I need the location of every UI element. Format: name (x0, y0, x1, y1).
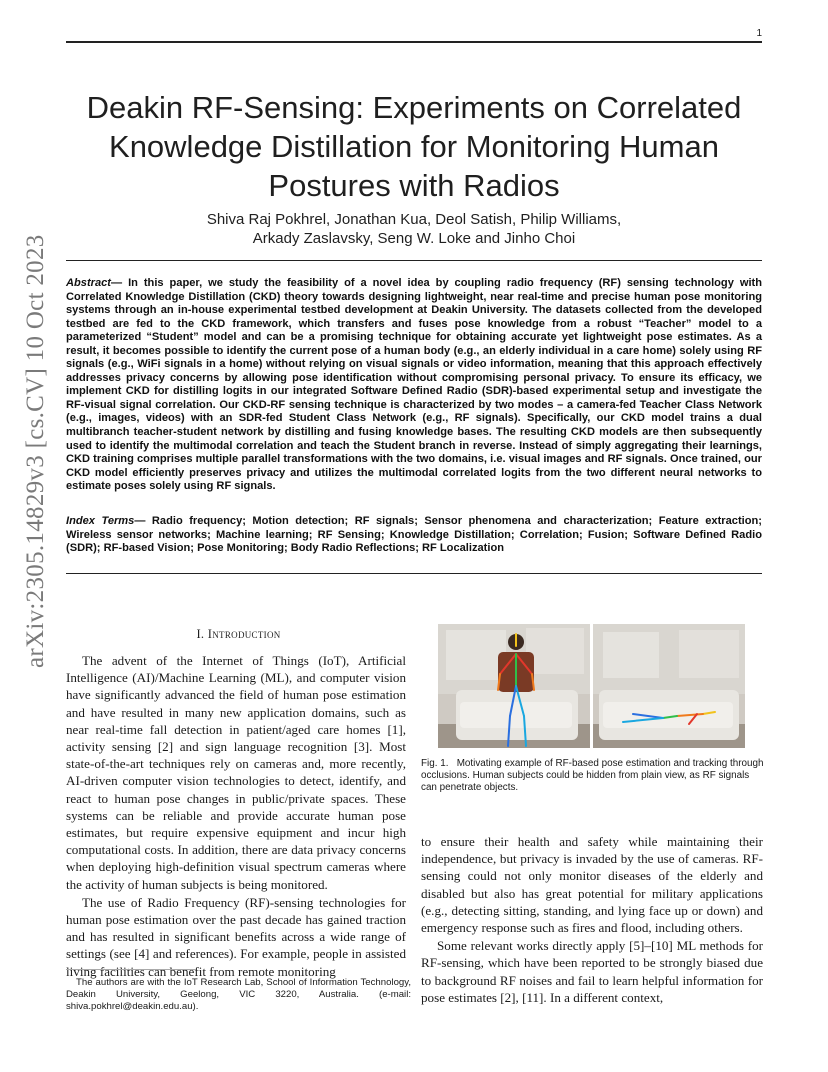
abstract-dash: — (111, 277, 129, 289)
title-rule (66, 260, 762, 261)
index-terms-text: Radio frequency; Motion detection; RF signals; Sensor phenomena and characterization; Feature extraction; Wireless sensor networks; Machine learning; RF Sensing; Knowledge Distillation; Correlation; Fusion; Software Defined Radio (SDR); RF-based Vision; Pose Monitoring; Body Radio Reflections; RF Localization (66, 515, 762, 555)
index-terms-dash: — (134, 515, 152, 527)
right-column-body (421, 833, 763, 1006)
author-list (120, 210, 708, 248)
affiliation-footnote (66, 977, 411, 1013)
paragraph: to ensure their health and safety while maintaining their independence, but privacy is invaded by the use of cameras. RF-sensing could not only monitor diseases of the elderly and disabled but also has great potential for military applications (e.g., detecting sitting, standing, and lying face up or down) and emergency response such as fires and flood, including others. (421, 834, 763, 936)
paper-title: Deakin RF-Sensing: Experiments on Correlated Knowledge Distillation for Monitoring Human Postures with Radios (86, 90, 742, 203)
index-terms (66, 515, 762, 556)
figure-panel-occluded-subject (593, 624, 745, 748)
page-number: 1 (756, 28, 762, 39)
left-column-body (66, 652, 406, 980)
footnote-text: The authors are with the IoT Research Lab, School of Information Technology, Deakin University, Geelong, VIC 3220, Australia. (e-mail: shiva.pokhrel@deakin.edu.au). (66, 977, 411, 1012)
abstract-text: In this paper, we study the feasibility of a novel idea by coupling radio frequency (RF) sensing technology with Correlated Knowledge Distillation (CKD) theory towards designing lightweight, near real-time and precise human pose monitoring systems through an in-house experimental testbed development at Deakin University. The datasets collected from the developed testbed are fed to the CKD framework, which transfers and fuses pose knowledge from a robust “Teacher” model to a parameterized “Student” model and can be a promising technique for obtaining accurate yet lightweight pose estimates. As a result, it becomes possible to identify the current pose of a human body (e.g., an elderly individual in a care home) solely using RF signals (e.g., WiFi signals in a home) without relying on visual signals or video information, meaning that this approach effectively addresses privacy concerns by allowing pose identification without compromising personal privacy. To ensure its efficacy, we implement CKD for distilling logits in our integrated Software Defined Radio (SDR)-based experimental setup and investigate the RF-visual signal correlation. Our CKD-RF sensing technique is characterized by two modes – a camera-fed Teacher Class Network (e.g., images, videos) with an SDR-fed Student Class Network (e.g., RF signals). Specifically, our CKD model trains a dual multibranch teacher-student network by distilling and fusing knowledge bases. The resulting CKD models are then subsequently used to identify the multimodal correlation and teach the Student branch in reverse. Instead of simply aggregating their learnings, CKD training comprises multiple parallel transformations with the two domains, i.e. visual images and RF signals. Once trained, our CKD model efficiently preserves privacy and utilizes the multimodal correlated logits from the two different neural networks to estimate poses solely using RF signals. (66, 277, 762, 493)
abstract (66, 277, 762, 494)
paragraph: Some relevant works directly apply [5]–[10] ML methods for RF-sensing, which have been reported to be strongly biased due to background RF noises and fail to learn helpful information for pose estimates [2], [11]. In a different context, (421, 938, 763, 1005)
authors-line-1: Shiva Raj Pokhrel, Jonathan Kua, Deol Satish, Philip Williams, (206, 211, 622, 228)
abstract-label: Abstract (66, 277, 112, 289)
section-number: I. (196, 627, 205, 641)
section-title: Introduction (207, 627, 281, 641)
abstract-rule (66, 573, 762, 574)
caption-text: Motivating example of RF-based pose estimation and tracking through occlusions. Human subjects could be hidden from plain view, as RF signals can penetrate objects. (421, 758, 764, 793)
caption-label: Fig. 1. (421, 758, 449, 769)
figure-panel-visible-subject (438, 624, 590, 748)
paragraph: The use of Radio Frequency (RF)-sensing technologies for human pose estimation over the past decade has gained traction and has resulted in significant benefits across a wide range of settings (see [4] and references). For example, people in assisted living facilities can benefit from remote monitoring (66, 894, 406, 979)
arxiv-identifier: arXiv:2305.14829v3 [cs.CV] 10 Oct 2023 (22, 234, 49, 668)
index-terms-label: Index Terms (66, 515, 135, 527)
authors-line-2: Arkady Zaslavsky, Seng W. Loke and Jinho Choi (252, 230, 576, 247)
section-heading-introduction (66, 627, 411, 642)
footnote-rule (66, 969, 196, 970)
paragraph: The advent of the Internet of Things (IoT), Artificial Intelligence (AI)/Machine Learning (ML), and computer vision have significantly advanced the field of human pose estimation and have resulted in many new application domains, such as near real-time fall detection in patient/aged care homes [1], activity sensing [2] and sign language recognition [3]. Most state-of-the-art techniques rely on cameras and, more recently, AI-driven computer vision technologies to detect, identify, and react to human pose changes in public/private spaces. These systems can be reliable and provide accurate human pose estimates, but require expensive equipment and incur high computational costs. In addition, there are data privacy concerns when deploying high-definition visual spectrum cameras where the activity of human subjects is being monitored. (66, 653, 406, 892)
header-rule (66, 41, 762, 43)
figure-1-caption (421, 758, 765, 794)
figure-1 (438, 624, 745, 748)
